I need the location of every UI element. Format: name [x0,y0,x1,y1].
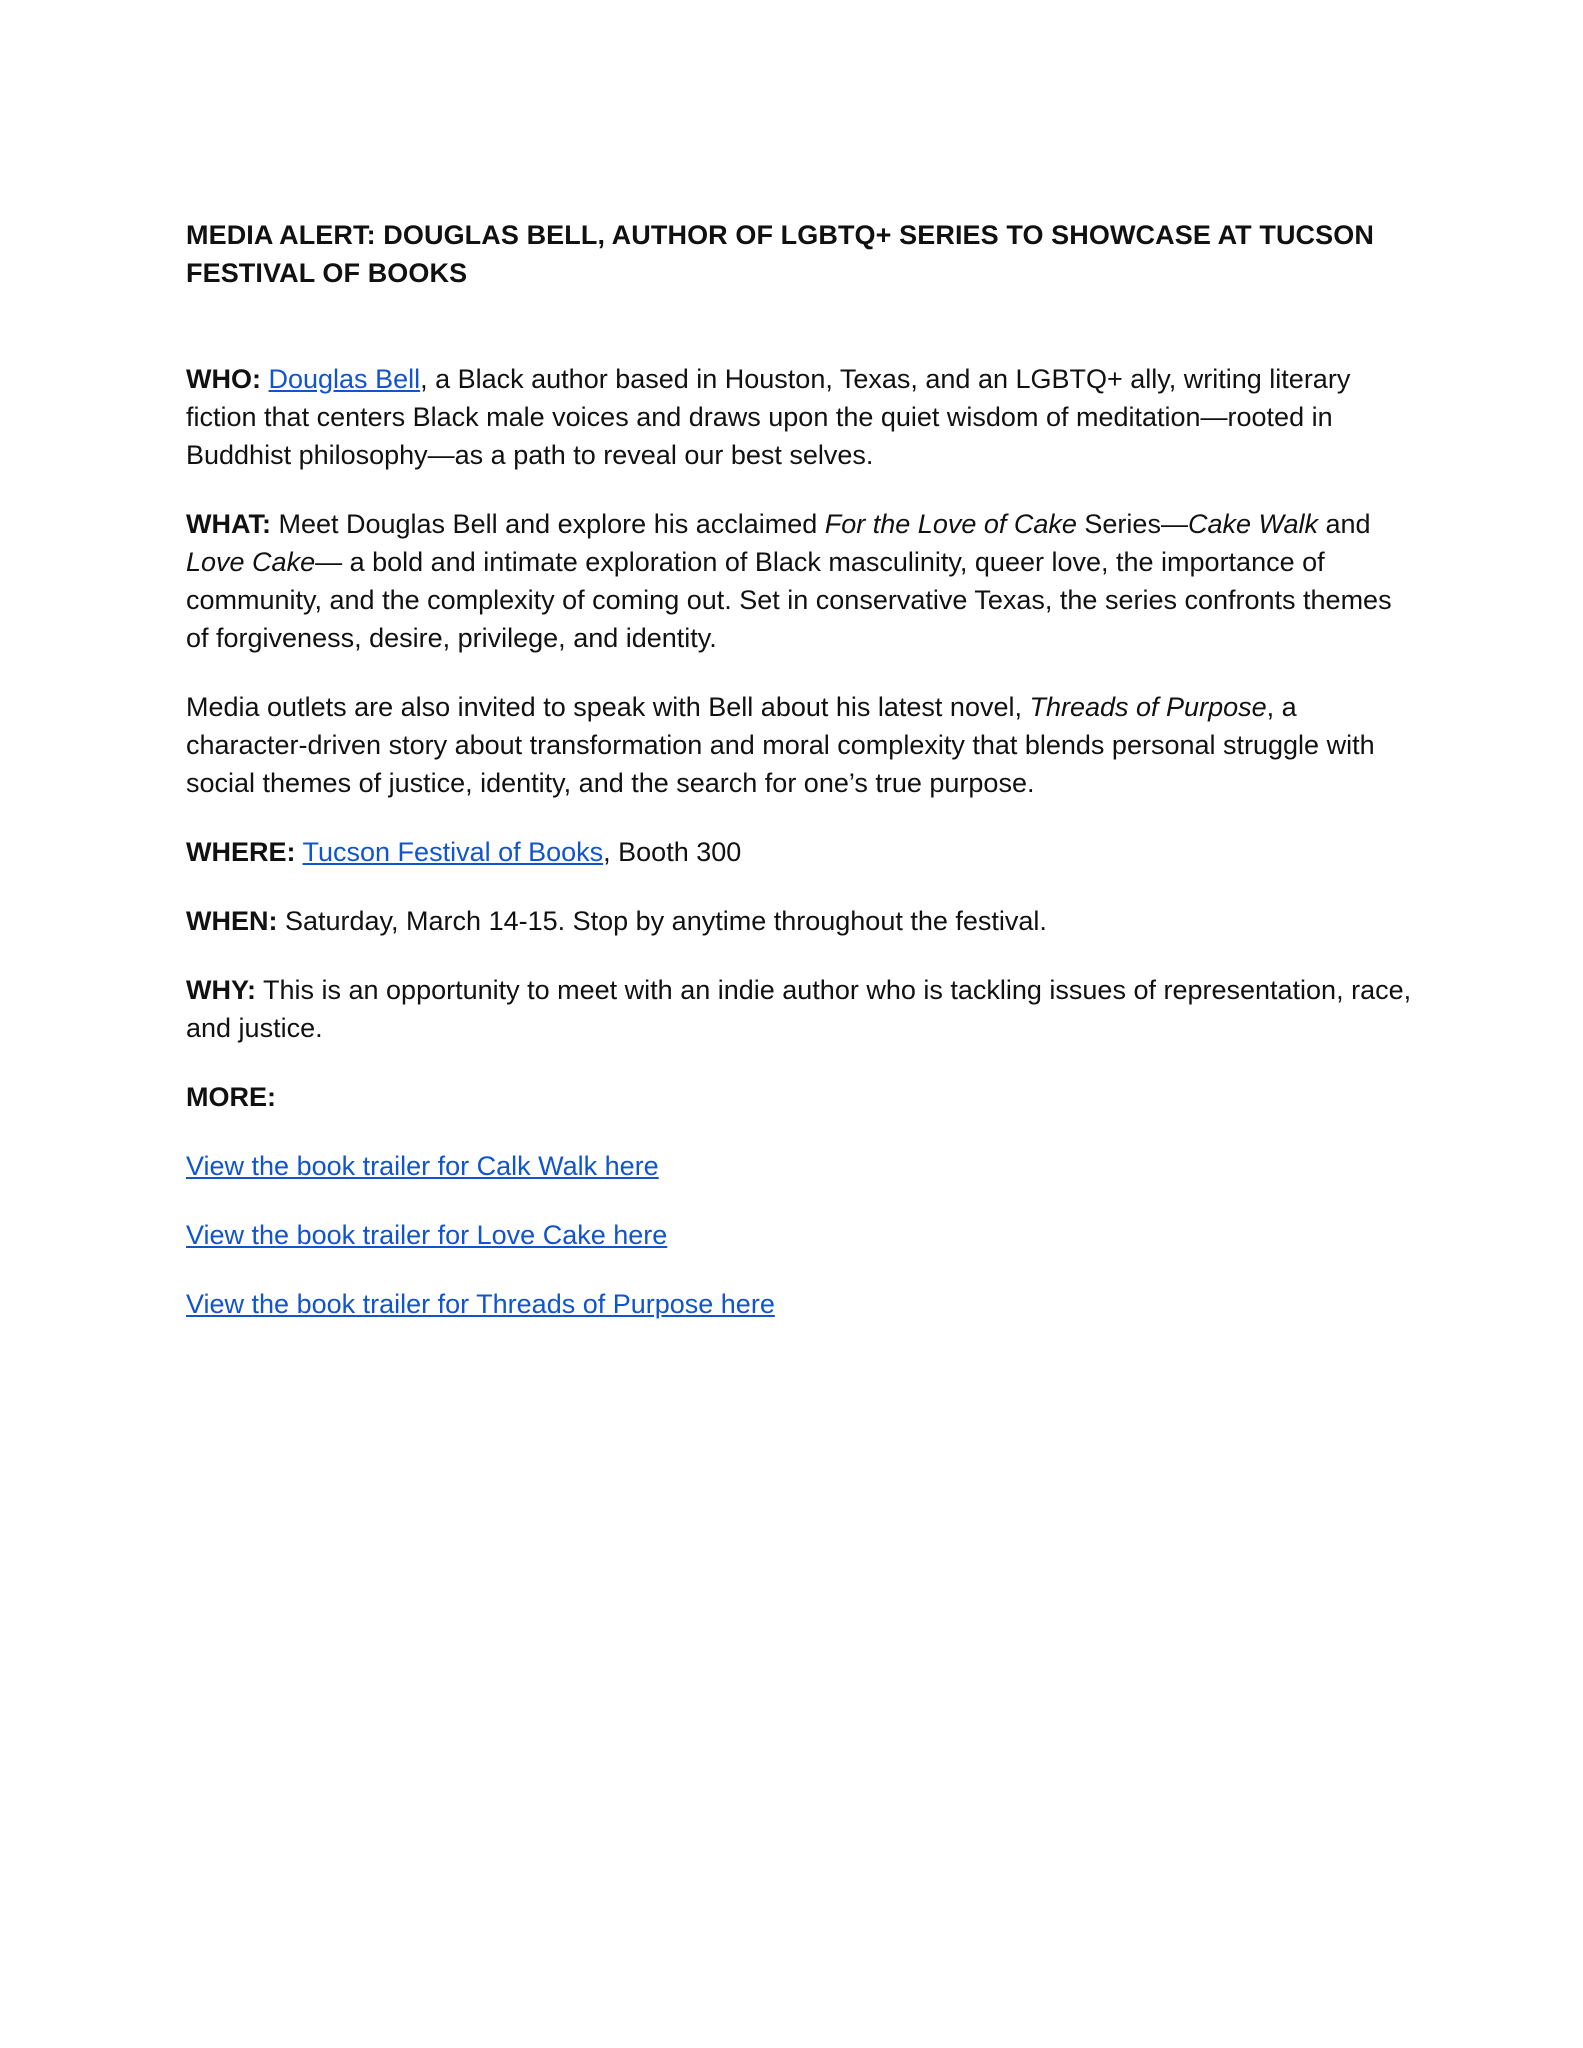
trailer-link-paragraph-2 [186,1216,1416,1254]
when-text: Saturday, March 14-15. Stop by anytime throughout the festival. [277,906,1047,936]
novel-title: Threads of Purpose [1029,692,1267,722]
why-paragraph [186,971,1416,1047]
what-text-3: and [1318,509,1371,539]
more-label: MORE: [186,1082,276,1112]
tucson-festival-link[interactable]: Tucson Festival of Books [302,837,604,867]
when-label: WHEN: [186,906,278,936]
trailer-link-calk-walk[interactable]: View the book trailer for Calk Walk here [186,1151,659,1181]
headline: MEDIA ALERT: DOUGLAS BELL, AUTHOR OF LGBTQ+ SERIES TO SHOWCASE AT TUCSON FESTIVAL OF BOOKS [186,220,1374,288]
series-title: For the Love of Cake [824,509,1077,539]
where-label: WHERE: [186,837,296,867]
where-paragraph [186,833,1416,871]
document-page [186,216,1416,1323]
when-paragraph [186,902,1416,940]
media-text-1: Media outlets are also invited to speak with Bell about his latest novel, [186,692,1030,722]
trailer-link-paragraph-3 [186,1285,1416,1323]
why-text: This is an opportunity to meet with an indie author who is tackling issues of representation, race, and justice. [186,975,1412,1043]
what-label: WHAT: [186,509,271,539]
where-text: , Booth 300 [603,837,742,867]
trailer-link-threads-of-purpose[interactable]: View the book trailer for Threads of Purpose here [186,1289,775,1319]
who-text: , a Black author based in Houston, Texas, and an LGBTQ+ ally, writing literary fiction that centers Black male voices and draws upon the quiet wisdom of meditation—rooted in Buddhist philosophy—as a path to reveal our best selves. [186,364,1351,470]
who-paragraph [186,360,1416,474]
what-text-2: Series— [1076,509,1188,539]
what-text-1: Meet Douglas Bell and explore his acclaimed [270,509,825,539]
douglas-bell-link[interactable]: Douglas Bell [268,364,421,394]
media-text-2: , a character-driven story about transformation and moral complexity that blends personal struggle with social themes of justice, identity, and the search for one’s true purpose. [186,692,1375,798]
trailer-link-paragraph-1 [186,1147,1416,1185]
trailer-link-love-cake[interactable]: View the book trailer for Love Cake here [186,1220,668,1250]
who-label: WHO: [186,364,261,394]
more-paragraph [186,1078,1416,1116]
what-text-4: — a bold and intimate exploration of Black masculinity, queer love, the importance of community, and the complexity of coming out. Set in conservative Texas, the series confronts themes of forgiveness, desire, privilege, and identity. [186,547,1392,653]
book-love-cake: Love Cake [186,547,316,577]
book-cake-walk: Cake Walk [1187,509,1318,539]
what-paragraph [186,505,1416,657]
media-paragraph [186,688,1416,802]
why-label: WHY: [186,975,256,1005]
